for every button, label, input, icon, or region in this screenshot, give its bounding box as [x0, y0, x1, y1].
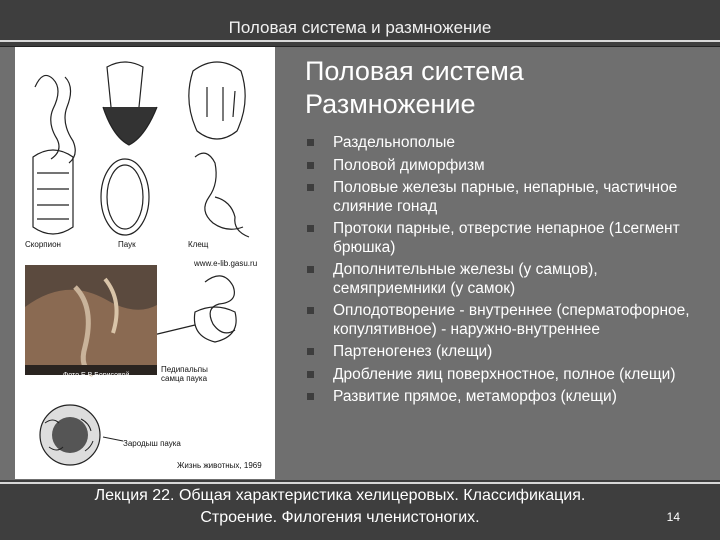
bullet-item: Раздельнополые [305, 134, 705, 153]
square-bullet-icon [307, 348, 314, 355]
bullet-item: Оплодотворение - внутреннее (сперматофорное, копулятивное) - наружно-внутреннее [305, 302, 705, 339]
bullet-item: Дополнительные железы (у самцов), семяприемники (у самок) [305, 261, 705, 298]
illustration-panel [15, 47, 275, 479]
square-bullet-icon [307, 371, 314, 378]
footer-line-2: Строение. Филогения членистоногих. [200, 509, 480, 526]
top-row-sketches [35, 62, 245, 163]
square-bullet-icon [307, 162, 314, 169]
slide-heading [305, 55, 524, 121]
bullet-item: Развитие прямое, метаморфоз (клещи) [305, 388, 705, 407]
label-spider: Паук [118, 240, 136, 249]
square-bullet-icon [307, 307, 314, 314]
bullet-item: Протоки парные, отверстие непарное (1сегмент брюшка) [305, 220, 705, 257]
header-divider [0, 40, 720, 42]
bullet-list [305, 134, 705, 411]
square-bullet-icon [307, 184, 314, 191]
bullet-item: Дробление яиц поверхностное, полное (клещи) [305, 366, 705, 385]
spider-photo [25, 265, 157, 375]
footer-bar [0, 480, 720, 540]
square-bullet-icon [307, 139, 314, 146]
pedipalp-sketch [145, 276, 236, 342]
label-tick: Клещ [188, 240, 209, 249]
source-caption: Жизнь животных, 1969 [177, 461, 262, 470]
square-bullet-icon [307, 225, 314, 232]
heading-line-2: Размножение [305, 89, 476, 119]
pedipalp-caption: Педипальпы самца паука [161, 365, 208, 383]
footer-line-1: Лекция 22. Общая характеристика хелицеровых. Классификация. [94, 487, 586, 504]
embryo-caption: Зародыш паука [123, 439, 181, 448]
photo-credit: Фото Е.В.Борисовой [63, 372, 130, 379]
heading-line-1: Половая система [305, 56, 524, 86]
embryo-sketch [40, 405, 100, 465]
header-bar [0, 0, 720, 47]
bullet-item: Половые железы парные, непарные, частичное слияние гонад [305, 179, 705, 216]
header-title: Половая система и размножение [228, 18, 492, 37]
bullet-item: Партеногенез (клещи) [305, 343, 705, 362]
footer-divider [0, 482, 720, 484]
source-url: www.e-lib.gasu.ru [194, 259, 258, 268]
page-number: 14 [666, 510, 680, 524]
label-scorpion: Скорпион [25, 240, 61, 249]
bullet-item: Половой диморфизм [305, 157, 705, 176]
square-bullet-icon [307, 393, 314, 400]
square-bullet-icon [307, 266, 314, 273]
middle-row-sketches [33, 150, 249, 237]
